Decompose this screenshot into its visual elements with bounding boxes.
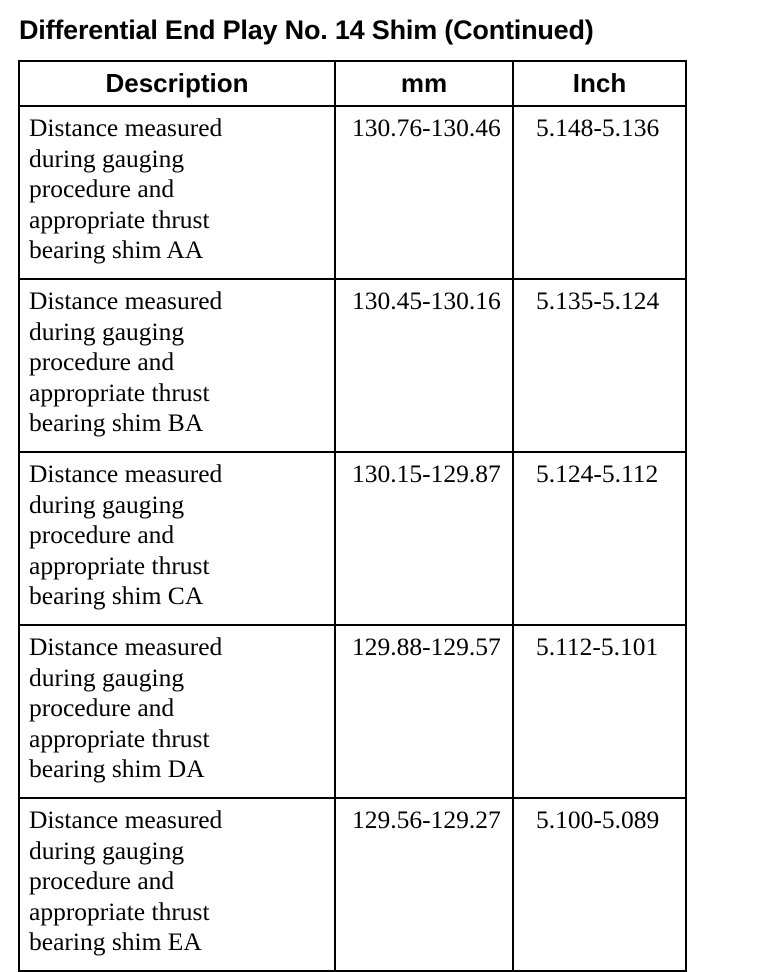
- description-line: Distance measured: [29, 459, 223, 488]
- description-cell: [19, 798, 335, 971]
- table-row: [19, 452, 686, 625]
- description-cell: [19, 452, 335, 625]
- description-line: during gauging: [29, 662, 185, 692]
- description-line: procedure and: [29, 174, 175, 203]
- description-line: bearing shim DA: [29, 754, 205, 783]
- table-header-row: [19, 61, 686, 106]
- description-line: during gauging: [29, 835, 185, 865]
- description-line: bearing shim CA: [29, 581, 204, 610]
- description-line: Distance measured: [29, 113, 223, 142]
- description-line: procedure and: [29, 866, 175, 895]
- inch-cell: 5.124-5.112: [513, 452, 686, 625]
- mm-cell: 130.45-130.16: [335, 279, 513, 452]
- header-inch: Inch: [513, 61, 686, 106]
- description-cell: [19, 279, 335, 452]
- description-line: bearing shim EA: [29, 927, 202, 956]
- description-line: during gauging: [29, 489, 185, 519]
- description-line: Distance measured: [29, 632, 223, 661]
- description-line: Distance measured: [29, 286, 223, 315]
- mm-cell: 129.56-129.27: [335, 798, 513, 971]
- table-row: [19, 625, 686, 798]
- inch-cell: 5.112-5.101: [513, 625, 686, 798]
- shim-spec-table: [18, 60, 687, 972]
- description-line: appropriate thrust: [29, 377, 210, 407]
- description-line: bearing shim AA: [29, 235, 204, 264]
- inch-cell: 5.135-5.124: [513, 279, 686, 452]
- description-line: Distance measured: [29, 805, 223, 834]
- page-title: Differential End Play No. 14 Shim (Continued): [19, 15, 594, 45]
- description-cell: [19, 625, 335, 798]
- inch-cell: 5.148-5.136: [513, 106, 686, 279]
- description-line: procedure and: [29, 347, 175, 376]
- description-line: appropriate thrust: [29, 550, 210, 580]
- table-row: [19, 106, 686, 279]
- description-line: procedure and: [29, 693, 175, 722]
- table-row: [19, 798, 686, 971]
- description-cell: [19, 106, 335, 279]
- description-line: during gauging: [29, 316, 185, 346]
- mm-cell: 130.15-129.87: [335, 452, 513, 625]
- table-row: [19, 279, 686, 452]
- description-line: appropriate thrust: [29, 723, 210, 753]
- mm-cell: 130.76-130.46: [335, 106, 513, 279]
- description-line: procedure and: [29, 520, 175, 549]
- inch-cell: 5.100-5.089: [513, 798, 686, 971]
- mm-cell: 129.88-129.57: [335, 625, 513, 798]
- description-line: appropriate thrust: [29, 896, 210, 926]
- description-line: during gauging: [29, 143, 185, 173]
- header-mm: mm: [335, 61, 513, 106]
- description-line: appropriate thrust: [29, 204, 210, 234]
- description-line: bearing shim BA: [29, 408, 204, 437]
- header-description: Description: [19, 61, 335, 106]
